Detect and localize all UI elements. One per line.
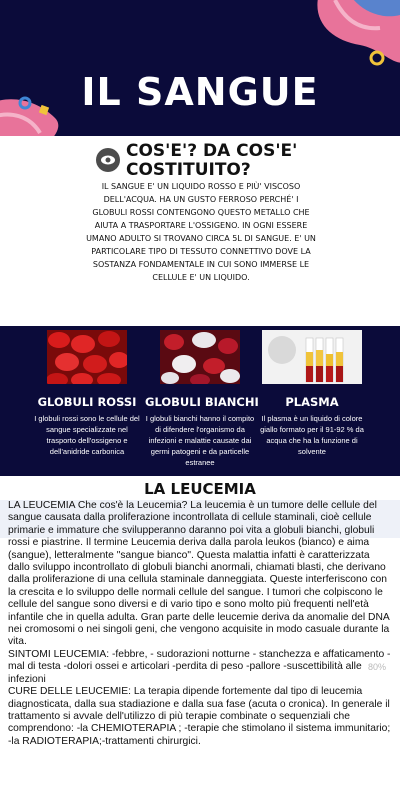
page-title: IL SANGUE: [81, 70, 319, 114]
header-banner: [0, 0, 400, 136]
card-globuli-rossi: [32, 330, 142, 457]
card-description: I globuli bianchi hanno il compito di difendere l'organismo da infezioni e malattie causate dai germi patogeni e da particelle estranee: [145, 414, 255, 467]
intro-heading: COS'E'? DA COS'E' COSTITUITO?: [126, 141, 298, 180]
card-title: GLOBULI ROSSI: [37, 395, 137, 409]
leucemia-title: LA LEUCEMIA: [144, 480, 256, 498]
red-blood-cells-image: [47, 330, 127, 384]
card-plasma: [257, 330, 367, 457]
leucemia-text: [8, 500, 394, 748]
card-globuli-bianchi: [145, 330, 259, 468]
white-blood-cells-image: [160, 330, 240, 384]
card-description: Il plasma è un liquido di colore giallo formato per il 91-92 % da acqua che ha la funzione di solvente: [260, 414, 364, 456]
blood-components-band: [0, 326, 400, 476]
card-title: PLASMA: [285, 395, 339, 409]
plasma-tubes-image: [262, 330, 362, 384]
intro-body: IL SANGUE E' UN LIQUIDO ROSSO E PIÙ' VISCOSO DELL'ACQUA. HA UN GUSTO FERROSO PERCHÉ' I GLOBULI ROSSI CONTENGONO QUESTO METALLO CHE AIUTA A TRASPORTARE L'OSSIGENO. IN OGNI ESSERE UMANO ADULTO SI TROVANO CIRCA 5L DI SANGUE. E' UN PARTICOLARE TIPO DI TESSUTO CONNETTIVO DOVE LA SOSTANZA FONDAMENTALE IN CUI SONO IMMERSE LE CELLULE E' UN LIQUIDO.: [86, 182, 316, 282]
card-description: I globuli rossi sono le cellule del sangue specializzate nel trasporto dell'ossigeno e dell'anidride carbonica: [34, 414, 140, 456]
leucemia-symptoms: SINTOMI LEUCEMIA: -febbre, - sudorazioni notturne - stanchezza e affaticamento - mal di testa -dolori ossei e articolari -perdita di peso -pallore -suscettibilità alle infezioni: [8, 648, 391, 685]
eye-icon: [96, 148, 120, 172]
decorative-blob-top-right: [300, 0, 400, 80]
intro-section: [0, 136, 400, 326]
leucemia-paragraph: LA LEUCEMIA Che cos'è la Leucemia? La leucemia è un tumore delle cellule del sangue causata dalla proliferazione incontrollata di cellule staminali, cioè cellule primarie e immature che svilupperanno daranno poi vita a globuli bianchi, globuli rossi e piastrine. Il termine Leucemia deriva dalla parola leukos (bianco) e aima (sangue), letteralmente "sangue bianco". Questa malattia infatti è caratterizzata dallo sviluppo incontrollato di globuli bianchi anormali, chiamati blasti, che derivano dalla proliferazione di una cellula staminale danneggiata. Queste interferiscono con la crescita e lo sviluppo delle normali cellule del sangue. I tumori che colpiscono le cellule del sangue sono diversi e di vario tipo e sono molto più frequenti nell'età infantile che in quella adulta. Gran parte delle leucemie deriva da anomalie del DNA nei cromosomi o nei singoli geni, che vengono acquisite in modo casuale durante la vita.: [8, 500, 390, 648]
leucemia-cures: CURE DELLE LEUCEMIE: La terapia dipende fortemente dal tipo di leucemia diagnosticata, dalla sua stadiazione e dalla sua fase (acuta o cronica). In generale il trattamento si avvale dell'utilizzo di più terapie combinate o sequenziali che comprendono: -la CHEMIOTERAPIA ; -terapie che stimolano il sistema immunitario; -la RADIOTERAPIA;-trattamenti chirurgici.: [8, 686, 391, 747]
card-title: GLOBULI BIANCHI: [145, 395, 259, 409]
zoom-level: 80%: [367, 662, 386, 672]
